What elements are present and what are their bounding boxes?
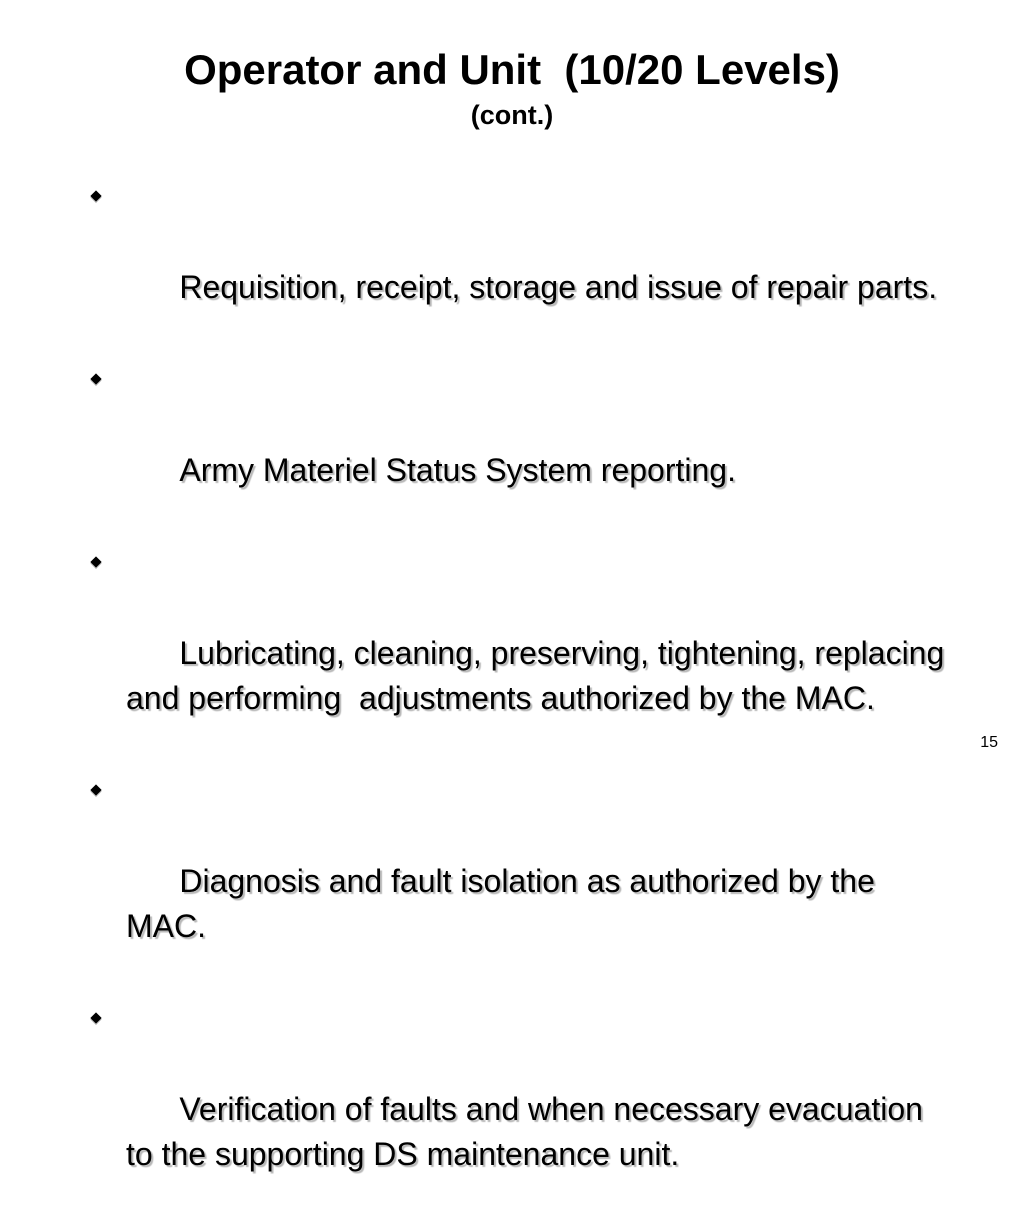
page-number: 15 <box>980 734 998 751</box>
bullet-item <box>86 997 946 1222</box>
title-block <box>0 40 1024 130</box>
diamond-bullet-icon <box>90 784 101 795</box>
diamond-bullet-icon <box>90 373 101 384</box>
bullet-text: Requisition, receipt, storage and issue of repair parts. <box>179 269 938 305</box>
bullet-item <box>86 358 946 538</box>
bullet-list <box>86 175 954 1225</box>
slide-title: Operator and Unit (10/20 Levels) <box>184 46 840 93</box>
slide-subtitle: (cont.) <box>470 100 554 130</box>
bullet-item <box>86 541 954 766</box>
bullet-item <box>86 175 946 355</box>
bullet-text: Diagnosis and fault isolation as authorized by the MAC. <box>126 863 884 944</box>
diamond-bullet-icon <box>90 1012 101 1023</box>
bullet-item <box>86 769 946 994</box>
bullet-text: Lubricating, cleaning, preserving, tightening, replacing and performing adjustments authorized by the MAC. <box>126 635 954 716</box>
diamond-bullet-icon <box>90 190 101 201</box>
bullet-text: Army Materiel Status System reporting. <box>179 452 736 488</box>
bullet-text: Verification of faults and when necessary evacuation to the supporting DS maintenance unit. <box>126 1091 932 1172</box>
diamond-bullet-icon <box>90 556 101 567</box>
